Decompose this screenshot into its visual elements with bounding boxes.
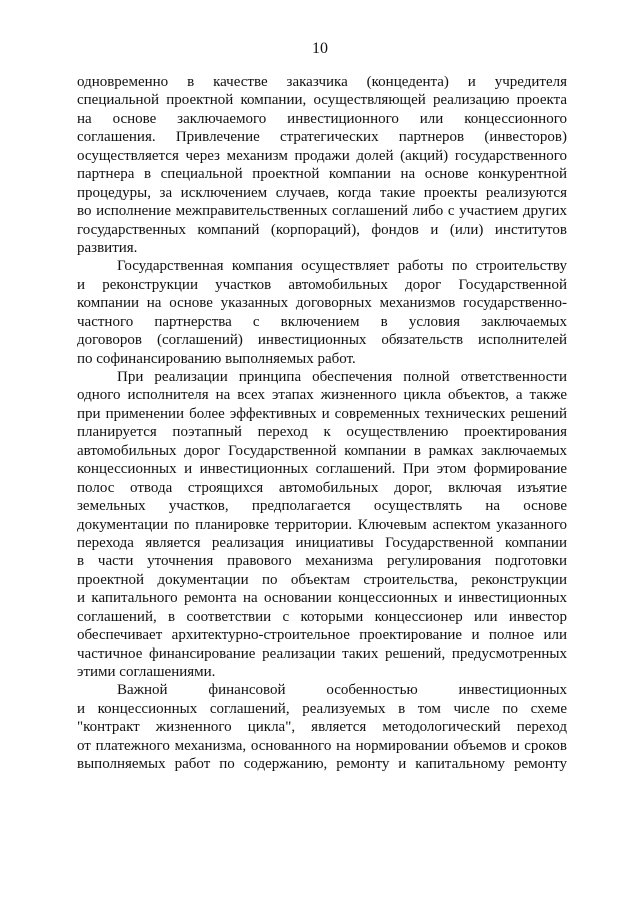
text-line: в части уточнения правового механизма регулирования подготовки: [77, 553, 567, 570]
text-line: этими соглашениями.: [77, 664, 216, 680]
text-line: планируется поэтапный переход к осуществлению проектирования: [77, 424, 567, 441]
text-line: специальной проектной компании, осуществляющей реализацию проекта: [77, 92, 567, 109]
text-line: на основе заключаемого инвестиционного или концессионного: [77, 110, 567, 127]
paragraph: [77, 681, 567, 773]
text-line: по софинансированию выполняемых работ.: [77, 350, 356, 367]
text-line: одного исполнителя на всех этапах жизненного цикла объектов, а также: [77, 387, 567, 404]
text-line: проектной документации по объектам строительства, реконструкции: [77, 571, 567, 588]
page-number: 10: [312, 40, 328, 57]
text-line: компании на основе указанных договорных механизмов государственно-: [77, 295, 567, 312]
paragraph: [77, 257, 567, 368]
text-line: от платежного механизма, основанного на нормировании объемов и сроков: [77, 737, 567, 754]
text-line: Государственная компания осуществляет работы по строительству: [117, 258, 567, 275]
text-line: автомобильных дорог Государственной компании в рамках заключаемых: [77, 442, 567, 459]
text-line: государственных компаний (корпораций), фондов и (или) институтов: [77, 221, 567, 238]
text-line: при применении более эффективных и современных технических решений: [77, 405, 567, 422]
text-line: одновременно в качестве заказчика (концедента) и учредителя: [77, 74, 567, 90]
text-line: частичное финансирование реализации таких решений, предусмотренных: [77, 645, 567, 662]
text-line: Важной финансовой особенностью инвестиционных: [117, 682, 567, 699]
text-line: обеспечивает архитектурно-строительное проектирование и полное или: [77, 627, 567, 644]
text-line: договоров (соглашений) инвестиционных обязательств исполнителей: [77, 332, 567, 349]
document-body: [77, 73, 567, 774]
text-line: документации по планировке территории. Ключевым аспектом указанного: [77, 516, 567, 533]
text-line: соглашения. Привлечение стратегических партнеров (инвесторов): [77, 129, 567, 146]
text-line: "контракт жизненного цикла", является методологический переход: [77, 719, 567, 736]
text-line: и концессионных соглашений, реализуемых в том числе по схеме: [77, 700, 567, 717]
text-line: земельных участков, предполагается осуществлять на основе: [77, 498, 567, 515]
text-line: во исполнение межправительственных соглашений либо с участием других: [77, 203, 567, 220]
text-line: соглашений, в соответствии с которыми концессионер или инвестор: [77, 608, 567, 625]
text-line: частного партнерства с включением в условия заключаемых: [77, 313, 567, 330]
text-line: партнера в специальной проектной компании на основе конкурентной: [77, 166, 567, 183]
text-line: и реконструкции участков автомобильных дорог Государственной: [77, 276, 567, 293]
paragraph: [77, 73, 567, 257]
text-line: полос отвода строящихся автомобильных дорог, включая изъятие: [77, 479, 567, 496]
text-line: концессионных и инвестиционных соглашений. При этом формирование: [77, 461, 567, 478]
text-line: перехода является реализация инициативы Государственной компании: [77, 534, 567, 551]
paragraph: [77, 368, 567, 681]
text-line: При реализации принципа обеспечения полной ответственности: [117, 369, 567, 385]
text-line: и капитального ремонта на основании концессионных и инвестиционных: [77, 590, 567, 607]
text-line: осуществляется через механизм продажи долей (акций) государственного: [77, 147, 567, 164]
text-line: развития.: [77, 239, 138, 256]
text-line: процедуры, за исключением случаев, когда такие проекты реализуются: [77, 184, 567, 201]
text-line: выполняемых работ по содержанию, ремонту и капитальному ремонту: [77, 756, 567, 773]
